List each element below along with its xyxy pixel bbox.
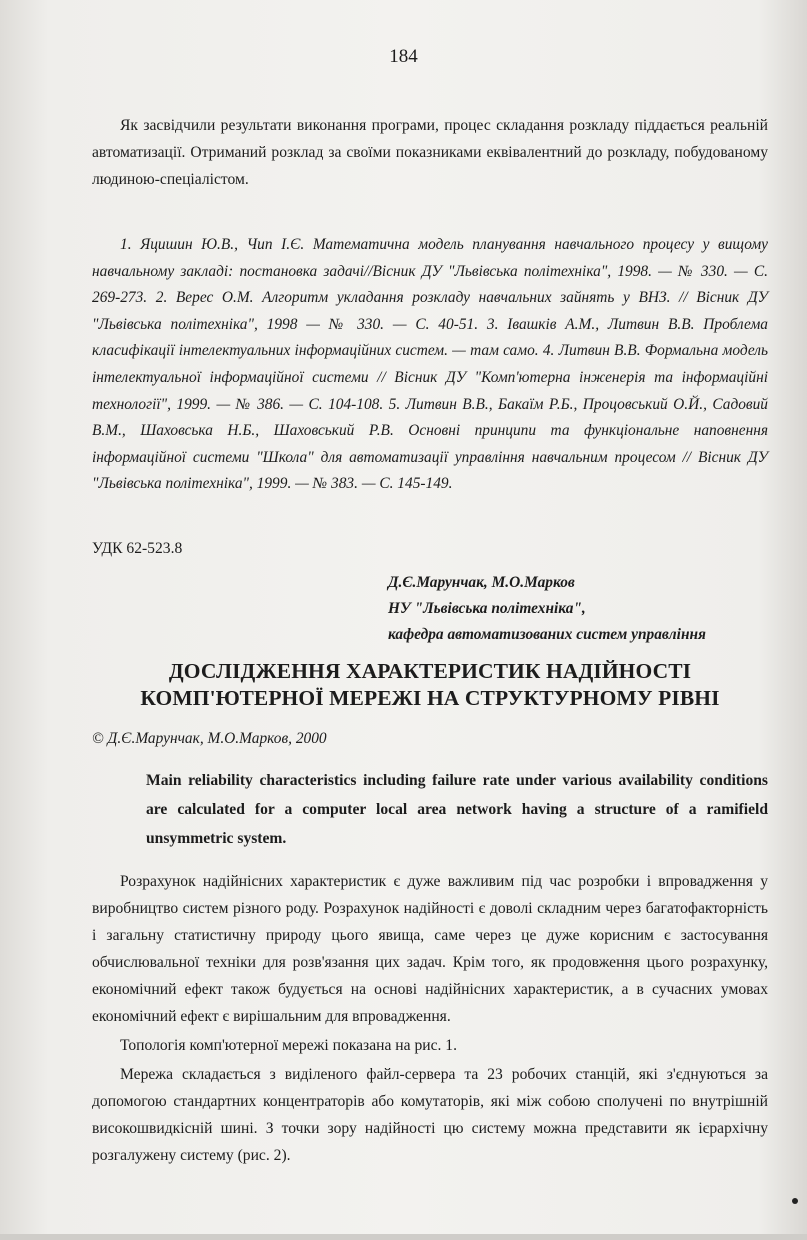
body-paragraph: Розрахунок надійнісних характеристик є дуже важливим під час розробки і впровадження у виробництво систем різного роду. Розрахунок надійності є доволі складним через багатофакторність і загальну статистичну природу цього явища, саме через це дуже корисним є застосування обчислювальної техніки для розв'язання цих задач. Крім того, як продовження цього розрахунку, економічний ефект також будується на основі надійнісних характеристик, а в сучасних умовах економічний ефект є вирішальним для впровадження. bbox=[92, 873, 768, 1025]
english-abstract: Main reliability characteristics including failure rate under various availability conditions are calculated for a computer local area network having a structure of a ramifield unsymmetric system. bbox=[146, 772, 768, 847]
title-line-1: ДОСЛІДЖЕННЯ ХАРАКТЕРИСТИК НАДІЙНОСТІ bbox=[168, 659, 692, 683]
references: 1. Яцишин Ю.В., Чип І.Є. Математична модель планування навчального процесу у вищому навчальному закладі: постановка задачі//Вісник ДУ "Львівська політехніка", 1998. — № 330. — С. 269-273. 2. Верес О.М. Алгоритм укладання розкладу навчальних зайнять у ВНЗ. // Вісник ДУ "Львівська політехніка", 1998 — № 330. — С. 40-51. 3. Івашків А.М., Литвин В.В. Проблема класифікації інтелектуальних інформаційних систем. — там само. 4. Литвин В.В. Формальна модель інтелектуальної інформаційної системи // Вісник ДУ "Комп'ютерна інженерія та інформаційні технології", 1999. — № 386. — С. 104-108. 5. Литвин В.В., Бакаїм Р.Б., Процовський О.Й., Садовий В.М., Шаховська Н.Б., Шаховський Р.В. Основні принципи та функціональне наповнення інформаційної системи "Школа" для автоматизації управління навчальним процесом // Вісник ДУ "Львівська політехніка", 1999. — № 383. — С. 145-149. bbox=[92, 236, 768, 493]
author-department: кафедра автоматизованих систем управління bbox=[388, 626, 706, 643]
page-bottom-edge bbox=[0, 1234, 807, 1240]
intro-paragraph: Як засвідчили результати виконання програми, процес складання розкладу піддається реальній автоматизації. Отриманий розклад за своїми показниками еквівалентний до розкладу, побудованому людиною-спеціалістом. bbox=[92, 117, 768, 188]
article-title bbox=[92, 658, 768, 712]
copyright-line: © Д.Є.Марунчак, М.О.Марков, 2000 bbox=[92, 730, 327, 747]
udk-code: УДК 62-523.8 bbox=[92, 540, 183, 557]
author-affiliation: НУ "Львівська політехніка", bbox=[388, 600, 586, 617]
author-block bbox=[388, 570, 778, 648]
article-body bbox=[92, 868, 768, 1171]
author-names: Д.Є.Марунчак, М.О.Марков bbox=[388, 574, 575, 591]
title-line-2: КОМП'ЮТЕРНОЇ МЕРЕЖІ НА СТРУКТУРНОМУ РІВНІ bbox=[140, 686, 720, 710]
page-number: 184 bbox=[389, 46, 418, 67]
scan-speck bbox=[792, 1198, 798, 1204]
body-paragraph: Топологія комп'ютерної мережі показана на рис. 1. bbox=[120, 1037, 458, 1054]
body-paragraph: Мережа складається з виділеного файл-сервера та 23 робочих станцій, які з'єднуються за допомогою стандартних концентраторів або комутаторів, які між собою сполучені по внутрішній високошвидкісній шині. З точки зору надійності цю систему можна представити як ієрархічну розгалужену систему (рис. 2). bbox=[92, 1066, 768, 1164]
intro-section bbox=[92, 112, 768, 193]
